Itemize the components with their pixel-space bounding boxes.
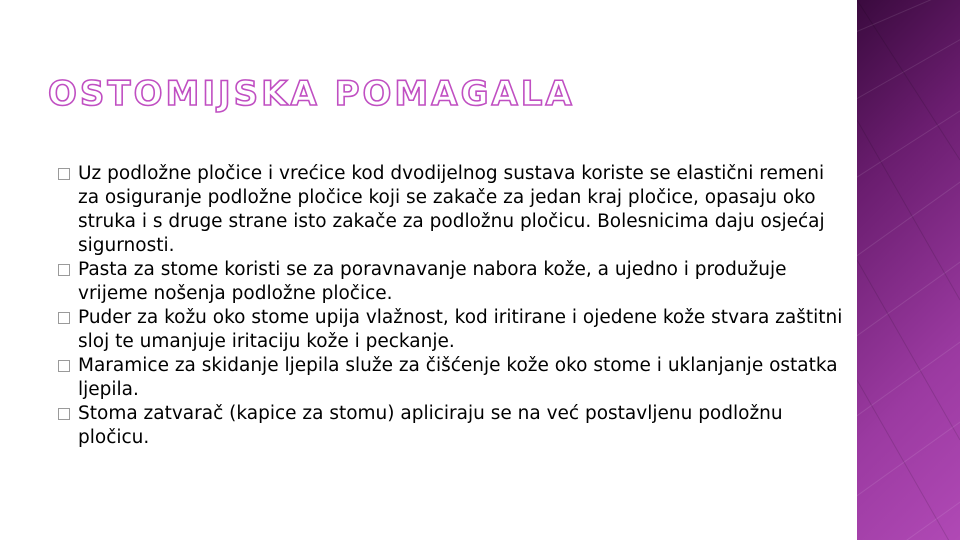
bullet-item — [58, 354, 848, 402]
bullet-text: Uz podložne pločice i vrećice kod dvodijelnog sustava koriste se elastični remeni za osiguranje podložne pločice koji se zakače za jedan kraj pločice, opasaju oko struka i s druge strane isto zakače za podložnu pločicu. Bolesnicima daju osjećaj sigurnosti. — [78, 163, 825, 256]
decorative-side-panel — [857, 0, 960, 540]
panel-texture-graphic — [857, 0, 960, 540]
bullet-text: Stoma zatvarač (kapice za stomu) apliciraju se na već postavljenu podložnu pločicu. — [78, 403, 783, 448]
bullet-item — [58, 162, 848, 258]
bullet-text: Puder za kožu oko stome upija vlažnost, kod iritirane i ojedene kože stvara zaštitni sloj te umanjuje iritaciju kože i peckanje. — [78, 307, 843, 352]
bullet-list — [58, 162, 848, 450]
hollow-square-bullet-icon — [58, 264, 70, 276]
hollow-square-bullet-icon — [58, 408, 70, 420]
bullet-text: Maramice za skidanje ljepila služe za čišćenje kože oko stome i uklanjanje ostatka ljepila. — [78, 355, 838, 400]
hollow-square-bullet-icon — [58, 360, 70, 372]
bullet-item — [58, 402, 848, 450]
slide-title: OSTOMIJSKA POMAGALA — [48, 74, 575, 114]
hollow-square-bullet-icon — [58, 168, 70, 180]
bullet-item — [58, 258, 848, 306]
hollow-square-bullet-icon — [58, 312, 70, 324]
bullet-text: Pasta za stome koristi se za poravnavanje nabora kože, a ujedno i produžuje vrijeme nošenja podložne pločice. — [78, 259, 787, 304]
bullet-item — [58, 306, 848, 354]
